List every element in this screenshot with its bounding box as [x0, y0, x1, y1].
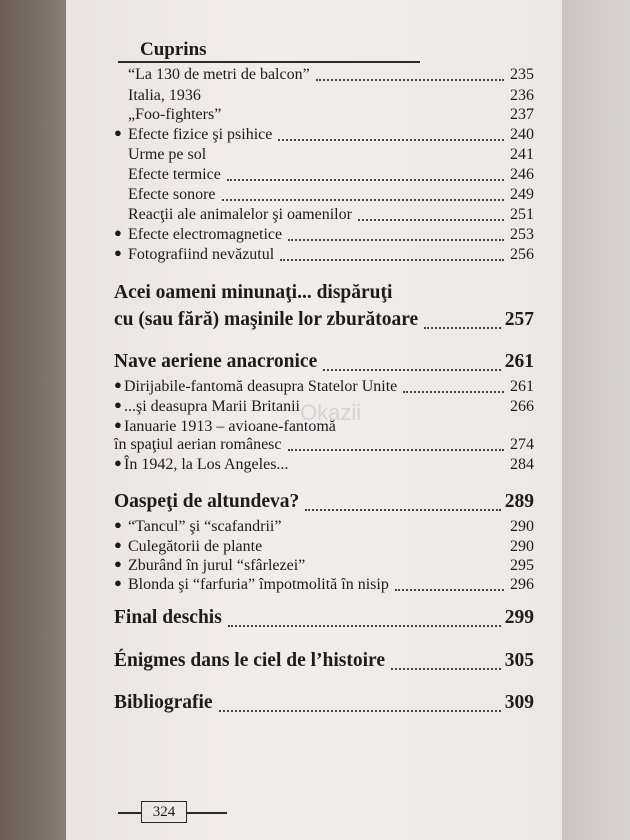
leader-space [311, 571, 504, 572]
leader-dots [403, 390, 504, 393]
bullet-icon: ● [114, 377, 122, 392]
bullet-icon: ● [114, 225, 122, 240]
leader-dots [278, 138, 504, 141]
toc-entry-label: În 1942, la Los Angeles... [124, 456, 289, 473]
toc-entry-page: 266 [510, 398, 534, 415]
toc-entry-page: 290 [510, 538, 534, 555]
leader-dots [395, 588, 504, 591]
leader-space [268, 552, 504, 553]
toc-entry-page: 240 [510, 126, 534, 143]
toc-entry-continued [114, 436, 534, 454]
chapter-page: 309 [504, 692, 534, 713]
toc-entry [114, 186, 534, 204]
chapter-title: Final deschis [114, 607, 222, 628]
chapter-page: 299 [504, 607, 534, 628]
toc-entry-label: Reacţii ale animalelor şi oamenilor [128, 206, 352, 223]
chapter-title: Énigmes dans le ciel de l’histoire [114, 650, 386, 671]
footer-rule-right [187, 812, 227, 814]
bullet-icon: ● [114, 517, 122, 532]
toc-entry [114, 538, 534, 556]
toc-entry [114, 378, 534, 396]
toc-entry-label: Efecte termice [128, 166, 221, 183]
toc-entry [114, 518, 534, 536]
toc-entry-page: 295 [510, 557, 534, 574]
toc-entry [114, 226, 534, 244]
toc-entry-label: Italia, 1936 [128, 87, 201, 104]
leader-dots [305, 508, 500, 511]
footer-rule-left [118, 812, 141, 814]
toc-entry-label: Blonda şi “farfuria” împotmolită în nisip [128, 576, 389, 593]
bullet-icon: ● [114, 575, 122, 590]
leader-space [294, 470, 504, 471]
bullet-icon: ● [114, 556, 122, 571]
bullet-icon: ● [114, 245, 122, 260]
bullet-icon: ● [114, 455, 122, 470]
bullet-icon: ● [114, 125, 122, 140]
toc-entry [114, 126, 534, 144]
toc-entry-page: 274 [510, 436, 534, 453]
leader-dots [424, 326, 501, 329]
toc-entry [114, 87, 534, 105]
chapter-page: 257 [504, 309, 534, 330]
chapter-entry [114, 606, 534, 630]
leader-space [227, 120, 504, 121]
toc-entry [114, 146, 534, 164]
chapter-entry [114, 308, 534, 332]
toc-entry-page: 251 [510, 206, 534, 223]
toc-entry-page: 253 [510, 226, 534, 243]
leader-dots [219, 709, 501, 712]
toc-entry-page: 296 [510, 576, 534, 593]
toc-entry-label: Dirijabile-fantomă deasupra Statelor Unite [124, 378, 398, 395]
toc-entry [114, 206, 534, 224]
bullet-icon: ● [114, 537, 122, 552]
leader-dots [288, 238, 504, 241]
toc-entry-label: Urme pe sol [128, 146, 207, 163]
toc-entry [114, 66, 534, 84]
toc-entry-label: Fotografiind nevăzutul [128, 246, 275, 263]
toc-entry-label: ...şi deasupra Marii Britanii [124, 398, 300, 415]
chapter-title: Nave aeriene anacronice [114, 351, 318, 372]
background-left [0, 0, 66, 840]
chapter-entry [114, 490, 534, 514]
chapter-page: 289 [504, 491, 534, 512]
chapter-title: Oaspeţi de altundeva? [114, 491, 300, 512]
toc-entry-page: 256 [510, 246, 534, 263]
leader-space [212, 160, 504, 161]
background-right [562, 0, 630, 840]
chapter-entry [114, 350, 534, 374]
toc-entry [114, 106, 534, 124]
chapter-title-line2: cu (sau fără) maşinile lor zburătoare [114, 309, 419, 330]
leader-dots [358, 218, 504, 221]
toc-entry-label: „Foo-fighters” [128, 106, 222, 123]
toc-entry-page: 246 [510, 166, 534, 183]
leader-dots [323, 368, 501, 371]
toc-entry [114, 246, 534, 264]
toc-entry-label: Zburând în jurul “sfârlezei” [128, 557, 306, 574]
toc-entry-label: “Tancul” şi “scafandrii” [128, 518, 282, 535]
toc-entry [114, 576, 534, 594]
leader-dots [288, 448, 505, 451]
toc-entry-label: Efecte fizice şi psihice [128, 126, 273, 143]
chapter-page: 305 [504, 650, 534, 671]
chapter-entry [114, 649, 534, 673]
watermark: Okazii [300, 400, 362, 425]
bullet-icon: ● [114, 397, 122, 412]
toc-entry-page: 237 [510, 106, 534, 123]
toc-entry [114, 456, 534, 474]
leader-space [207, 101, 504, 102]
leader-dots [280, 258, 504, 261]
toc-entry-page: 261 [510, 378, 534, 395]
leader-dots [391, 667, 501, 670]
chapter-entry [114, 691, 534, 715]
toc-entry-page: 249 [510, 186, 534, 203]
toc-entry-label: Culegătorii de plante [128, 538, 263, 555]
page-number: 324 [141, 801, 187, 823]
toc-entry-page: 236 [510, 87, 534, 104]
toc-entry-page: 284 [510, 456, 534, 473]
leader-dots [222, 198, 504, 201]
bullet-icon: ● [114, 417, 122, 432]
page-header-title: Cuprins [140, 39, 207, 60]
toc-entry-page: 241 [510, 146, 534, 163]
leader-dots [227, 178, 504, 181]
leader-dots [316, 78, 504, 81]
toc-entry-label: “La 130 de metri de balcon” [128, 66, 310, 83]
leader-dots [228, 624, 501, 627]
toc-entry-page: 290 [510, 518, 534, 535]
header-rule [118, 61, 420, 63]
leader-space [287, 532, 504, 533]
toc-entry [114, 557, 534, 575]
toc-entry-label-line2: în spaţiul aerian românesc [114, 436, 282, 453]
toc-entry-label: Efecte sonore [128, 186, 216, 203]
toc-entry-label: Ianuarie 1913 – avioane-fantomă [124, 418, 336, 435]
chapter-title: Bibliografie [114, 692, 213, 713]
toc-entry-label: Efecte electromagnetice [128, 226, 283, 243]
chapter-page: 261 [504, 351, 534, 372]
chapter-title-line1: Acei oameni minunaţi... dispăruţi [114, 282, 393, 303]
toc-entry-page: 235 [510, 66, 534, 83]
toc-entry [114, 166, 534, 184]
